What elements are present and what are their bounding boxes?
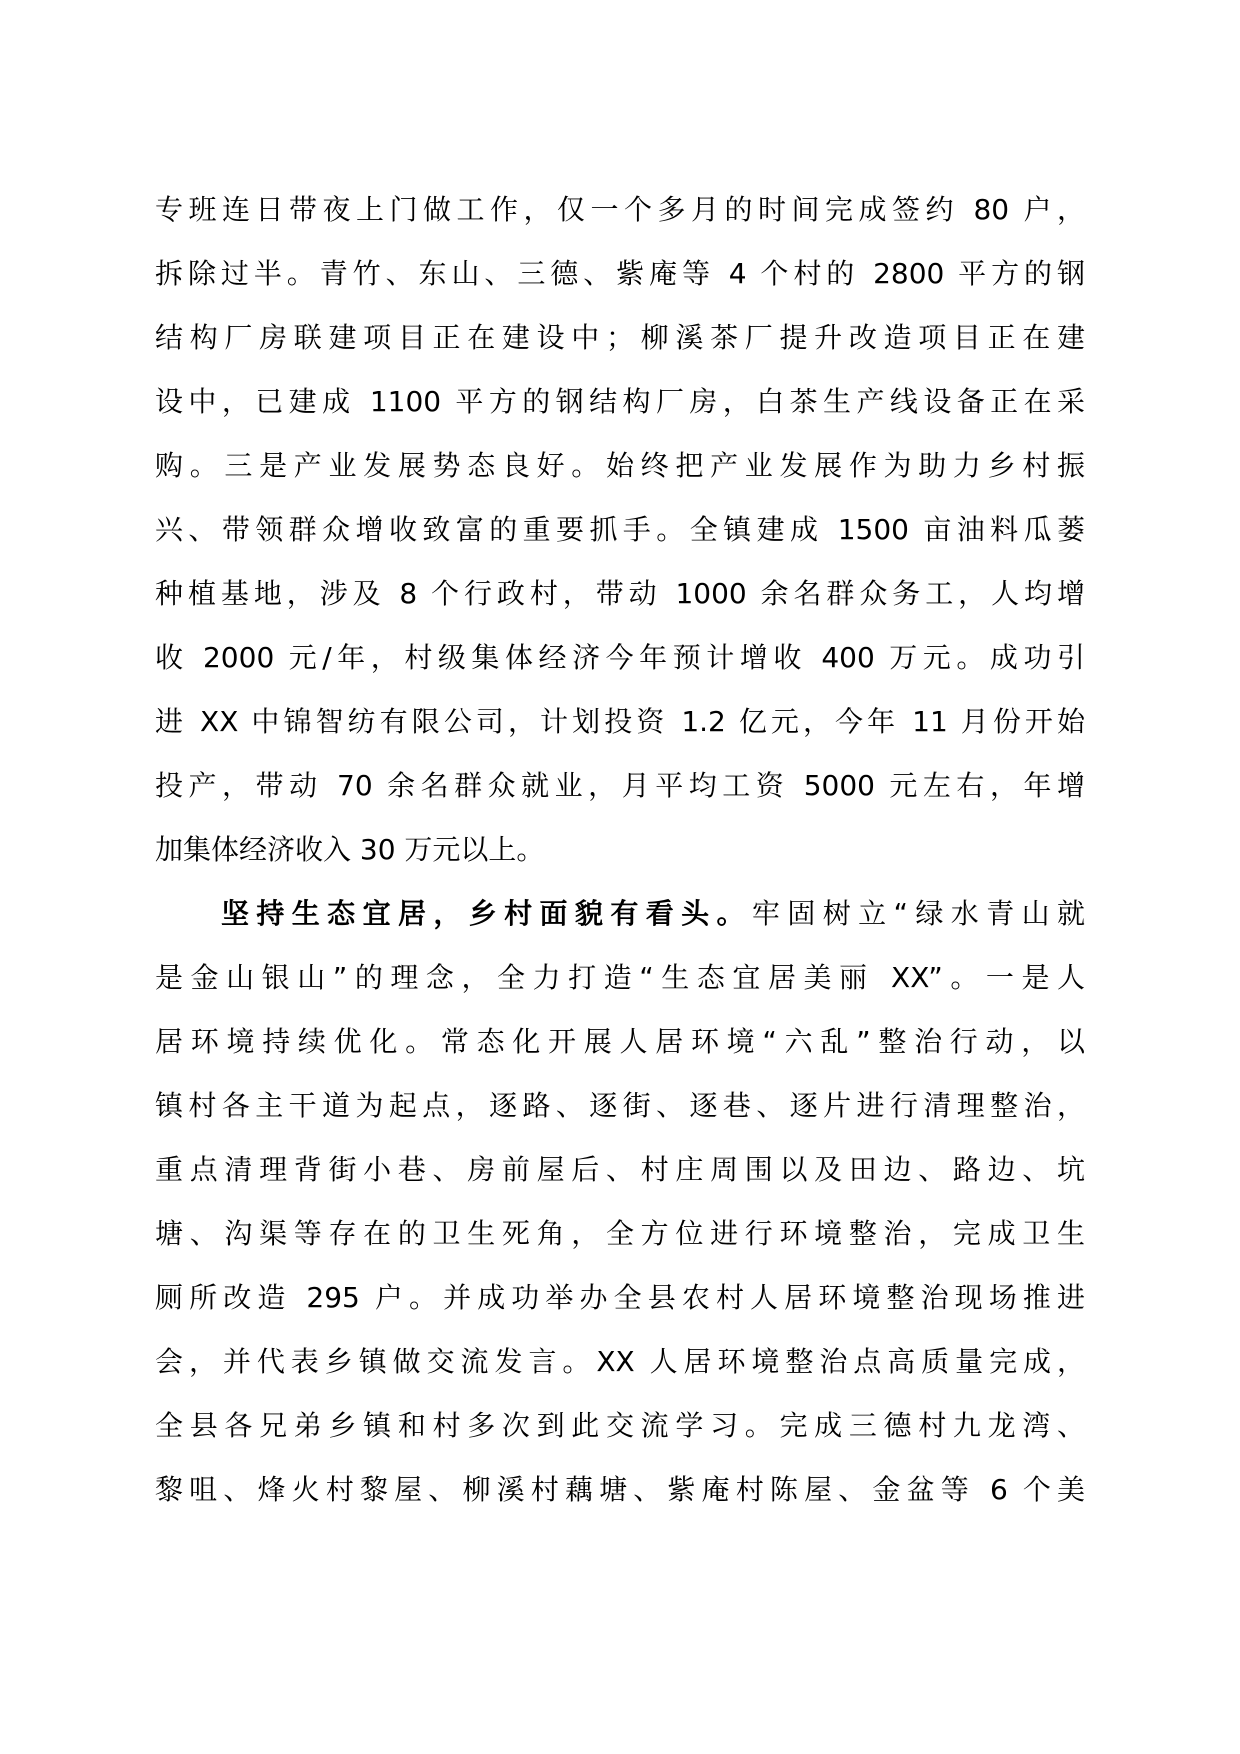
text-line: 全县各兄弟乡镇和村多次到此交流学习。完成三德村九龙湾、 [155, 1409, 1085, 1442]
text-line: 居环境持续优化。常态化开展人居环境“六乱”整治行动，以 [155, 1025, 1085, 1058]
text-line: 投产，带动 70 余名群众就业，月平均工资 5000 元左右，年增 [155, 769, 1085, 802]
text-line: 厕所改造 295 户。并成功举办全县农村人居环境整治现场推进 [155, 1281, 1085, 1314]
heading-followup-text: 牢固树立“绿水青山就 [751, 897, 1085, 930]
section-heading: 坚持生态宜居，乡村面貌有看头。 [221, 897, 752, 930]
text-line: 会，并代表乡镇做交流发言。XX 人居环境整治点高质量完成， [155, 1345, 1085, 1378]
text-line: 专班连日带夜上门做工作，仅一个多月的时间完成签约 80 户， [155, 193, 1085, 226]
paragraph-industry [155, 178, 1085, 882]
text-line: 拆除过半。青竹、东山、三德、紫庵等 4 个村的 2800 平方的钢 [155, 257, 1085, 290]
text-line: 种植基地，涉及 8 个行政村，带动 1000 余名群众务工，人均增 [155, 577, 1085, 610]
text-line: 塘、沟渠等存在的卫生死角，全方位进行环境整治，完成卫生 [155, 1217, 1085, 1250]
text-line: 兴、带领群众增收致富的重要抓手。全镇建成 1500 亩油料瓜蒌 [155, 513, 1085, 546]
document-body [155, 178, 1085, 1522]
text-line: 重点清理背街小巷、房前屋后、村庄周围以及田边、路边、坑 [155, 1153, 1085, 1186]
paragraph-ecology [155, 882, 1085, 1522]
text-line: 购。三是产业发展势态良好。始终把产业发展作为助力乡村振 [155, 449, 1085, 482]
text-line: 进 XX 中锦智纺有限公司，计划投资 1.2 亿元，今年 11 月份开始 [155, 705, 1085, 738]
text-line: 收 2000 元/年，村级集体经济今年预计增收 400 万元。成功引 [155, 641, 1085, 674]
text-line: 加集体经济收入 30 万元以上。 [155, 833, 545, 866]
text-line: 设中，已建成 1100 平方的钢结构厂房，白茶生产线设备正在采 [155, 385, 1085, 418]
text-line: 黎咀、烽火村黎屋、柳溪村藕塘、紫庵村陈屋、金盆等 6 个美 [155, 1473, 1085, 1506]
text-line: 结构厂房联建项目正在建设中；柳溪茶厂提升改造项目正在建 [155, 321, 1085, 354]
text-line: 是金山银山”的理念，全力打造“生态宜居美丽 XX”。一是人 [155, 961, 1085, 994]
text-line-first [155, 882, 1085, 946]
text-line: 镇村各主干道为起点，逐路、逐街、逐巷、逐片进行清理整治， [155, 1089, 1085, 1122]
